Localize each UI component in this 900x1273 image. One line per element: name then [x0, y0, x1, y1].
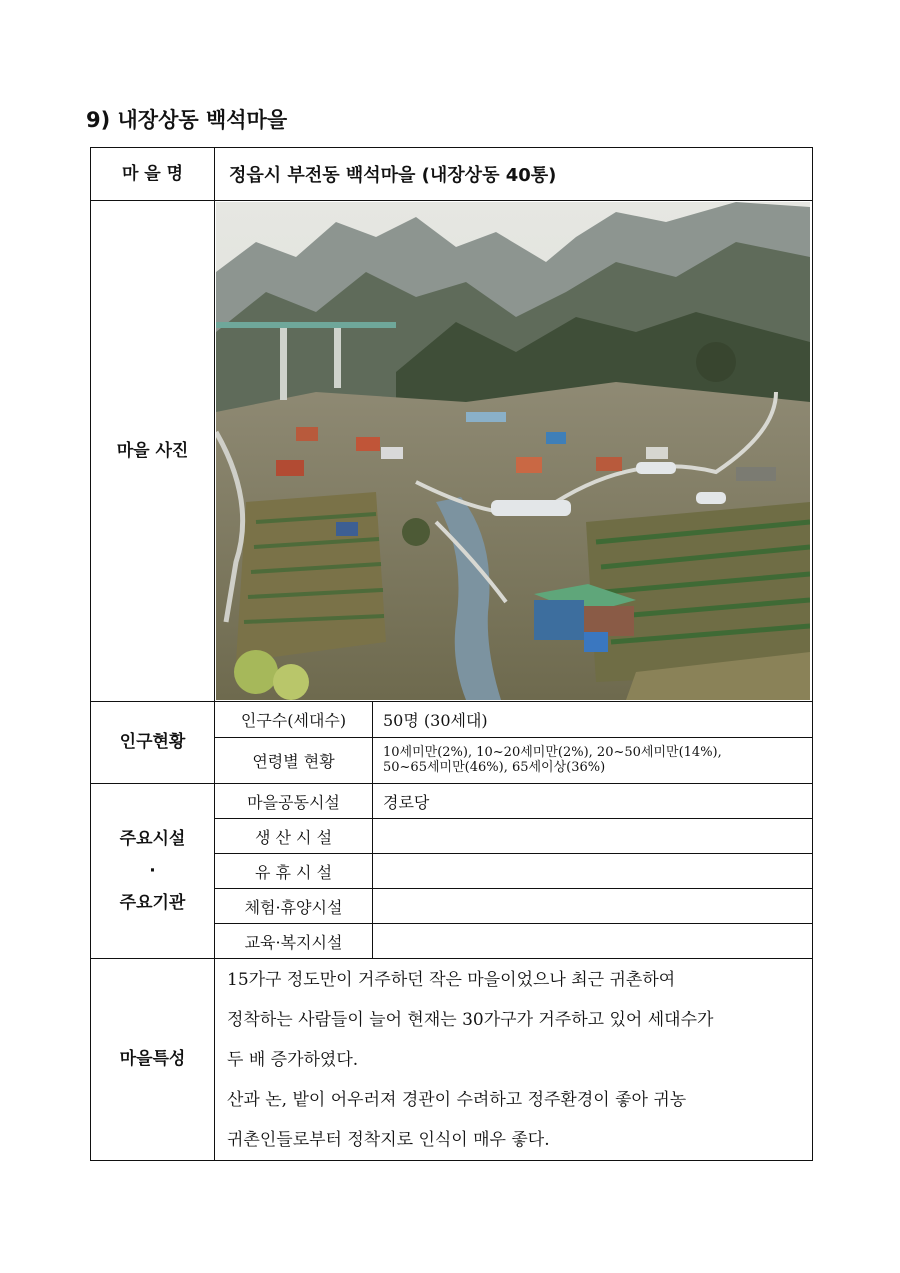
age-distribution-line-2: 50~65세미만(46%), 65세이상(36%) [383, 759, 606, 775]
age-distribution-value [373, 738, 813, 784]
facilities-label-separator: · [149, 860, 156, 881]
features-line-2: 정착하는 사람들이 늘어 현재는 30가구가 거주하고 있어 세대수가 [227, 1009, 714, 1030]
features-line-3: 두 배 증가하였다. [227, 1049, 359, 1070]
facility-row-1 [91, 784, 813, 819]
features-row [91, 959, 813, 1161]
photo-cell [215, 201, 813, 702]
features-line-1: 15가구 정도만이 거주하던 작은 마을이었으나 최근 귀촌하여 [227, 969, 676, 990]
photo-row [91, 201, 813, 702]
facilities-label-line-1: 주요시설 [119, 828, 186, 849]
facility-value-community: 경로당 [373, 784, 813, 819]
features-text [215, 959, 813, 1161]
facilities-label-line-2: 주요기관 [119, 893, 186, 914]
features-line-5: 귀촌인들로부터 정착지로 인식이 매우 좋다. [227, 1129, 550, 1150]
features-label: 마을특성 [91, 959, 215, 1161]
photo-label: 마을 사진 [91, 201, 215, 702]
facility-value-education [373, 924, 813, 959]
village-name-label: 마 을 명 [91, 148, 215, 201]
facility-label-idle: 유 휴 시 설 [215, 854, 373, 889]
population-count-value: 50명 (30세대) [373, 702, 813, 738]
facility-value-idle [373, 854, 813, 889]
section-title: 9) 내장상동 백석마을 [86, 108, 288, 132]
facility-label-production: 생 산 시 설 [215, 819, 373, 854]
village-name-row [91, 148, 813, 201]
facilities-label [91, 784, 215, 959]
age-distribution-line-1: 10세미만(2%), 10~20세미만(2%), 20~50세미만(14%), [383, 744, 722, 760]
facility-label-experience: 체험·휴양시설 [215, 889, 373, 924]
population-count-label: 인구수(세대수) [215, 702, 373, 738]
features-line-4: 산과 논, 밭이 어우러져 경관이 수려하고 정주환경이 좋아 귀농 [227, 1089, 687, 1110]
population-label: 인구현황 [91, 702, 215, 784]
village-info-table [90, 147, 813, 1161]
facility-value-production [373, 819, 813, 854]
population-row-1 [91, 702, 813, 738]
age-distribution-label: 연령별 현황 [215, 738, 373, 784]
facility-label-education: 교육·복지시설 [215, 924, 373, 959]
village-name-value: 정읍시 부전동 백석마을 (내장상동 40통) [215, 148, 813, 201]
facility-label-community: 마을공동시설 [215, 784, 373, 819]
village-photo [216, 202, 810, 700]
facility-value-experience [373, 889, 813, 924]
